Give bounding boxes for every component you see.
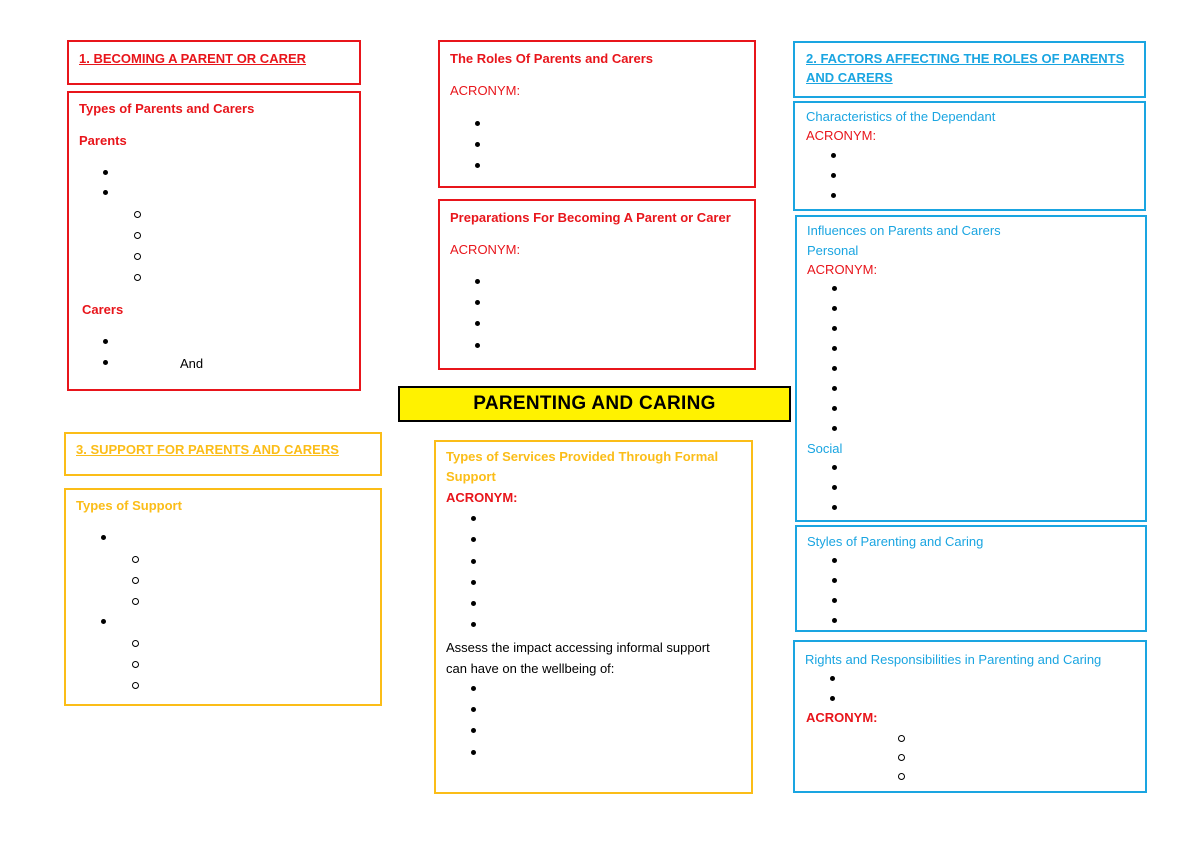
bullet — [101, 535, 106, 540]
bullet — [471, 559, 476, 564]
sub-bullet — [132, 556, 139, 563]
bullet — [103, 360, 108, 365]
bullet — [832, 505, 837, 510]
sub-bullet — [134, 232, 141, 239]
bullet — [475, 163, 480, 168]
bullet — [832, 306, 837, 311]
sub-bullet — [898, 773, 905, 780]
bullet — [475, 279, 480, 284]
assess-text-line2: can have on the wellbeing of: — [446, 661, 615, 676]
bullet — [832, 618, 837, 623]
formal-services-title-line1: Types of Services Provided Through Formal — [446, 449, 719, 464]
bullet — [832, 386, 837, 391]
bullet — [471, 516, 476, 521]
bullet — [471, 580, 476, 585]
bullet — [831, 153, 836, 158]
parents-label: Parents — [79, 133, 127, 148]
bullet — [475, 121, 480, 126]
bullet — [103, 339, 108, 344]
sub-bullet — [134, 211, 141, 218]
roles-acronym: ACRONYM: — [450, 83, 521, 98]
bullet — [832, 598, 837, 603]
bullet — [471, 750, 476, 755]
sub-bullet — [132, 682, 139, 689]
formal-services-acronym: ACRONYM: — [446, 490, 518, 505]
bullet — [832, 558, 837, 563]
roles-title: The Roles Of Parents and Carers — [450, 51, 654, 66]
bullet — [471, 707, 476, 712]
styles-title: Styles of Parenting and Caring — [807, 534, 984, 549]
main-title: PARENTING AND CARING — [398, 386, 791, 422]
influences-title: Influences on Parents and Carers — [807, 223, 1001, 238]
sub-bullet — [898, 754, 905, 761]
rights-title: Rights and Responsibilities in Parenting and Caring — [805, 652, 1102, 667]
bullet — [103, 170, 108, 175]
types-of-support-box — [64, 488, 382, 706]
bullet — [471, 622, 476, 627]
bullet — [830, 696, 835, 701]
bullet — [832, 578, 837, 583]
formal-services-title-line2: Support — [446, 469, 496, 484]
bullet — [831, 173, 836, 178]
section2-heading-line2: AND CARERS — [806, 70, 893, 85]
preparations-title: Preparations For Becoming A Parent or Carer — [450, 210, 731, 225]
sub-bullet — [132, 640, 139, 647]
bullet — [832, 366, 837, 371]
influences-acronym: ACRONYM: — [807, 262, 878, 277]
sub-bullet — [134, 274, 141, 281]
bullet — [832, 346, 837, 351]
sub-bullet — [134, 253, 141, 260]
bullet — [471, 686, 476, 691]
types-of-support-title: Types of Support — [76, 498, 182, 513]
sub-bullet — [132, 598, 139, 605]
sub-bullet — [132, 577, 139, 584]
bullet — [832, 485, 837, 490]
bullet — [832, 406, 837, 411]
and-text: And — [180, 356, 204, 371]
section1-heading: 1. BECOMING A PARENT OR CARER — [79, 51, 307, 66]
bullet — [832, 426, 837, 431]
carers-label: Carers — [82, 302, 124, 317]
bullet — [832, 326, 837, 331]
bullet — [471, 601, 476, 606]
section3-heading: 3. SUPPORT FOR PARENTS AND CARERS — [76, 442, 339, 457]
bullet — [830, 676, 835, 681]
social-label: Social — [807, 441, 843, 456]
characteristics-title: Characteristics of the Dependant — [806, 109, 996, 124]
bullet — [471, 728, 476, 733]
section2-heading-line1: 2. FACTORS AFFECTING THE ROLES OF PARENTS — [806, 51, 1125, 66]
bullet — [475, 142, 480, 147]
bullet — [475, 343, 480, 348]
preparations-acronym: ACRONYM: — [450, 242, 521, 257]
personal-label: Personal — [807, 243, 859, 258]
bullet — [475, 300, 480, 305]
types-of-parents-title: Types of Parents and Carers — [79, 101, 255, 116]
sub-bullet — [132, 661, 139, 668]
bullet — [475, 321, 480, 326]
sub-bullet — [898, 735, 905, 742]
rights-acronym: ACRONYM: — [806, 710, 878, 725]
bullet — [101, 619, 106, 624]
bullet — [832, 286, 837, 291]
bullet — [103, 190, 108, 195]
characteristics-acronym: ACRONYM: — [806, 128, 877, 143]
bullet — [832, 465, 837, 470]
assess-text-line1: Assess the impact accessing informal support — [446, 640, 710, 655]
bullet — [471, 537, 476, 542]
bullet — [831, 193, 836, 198]
